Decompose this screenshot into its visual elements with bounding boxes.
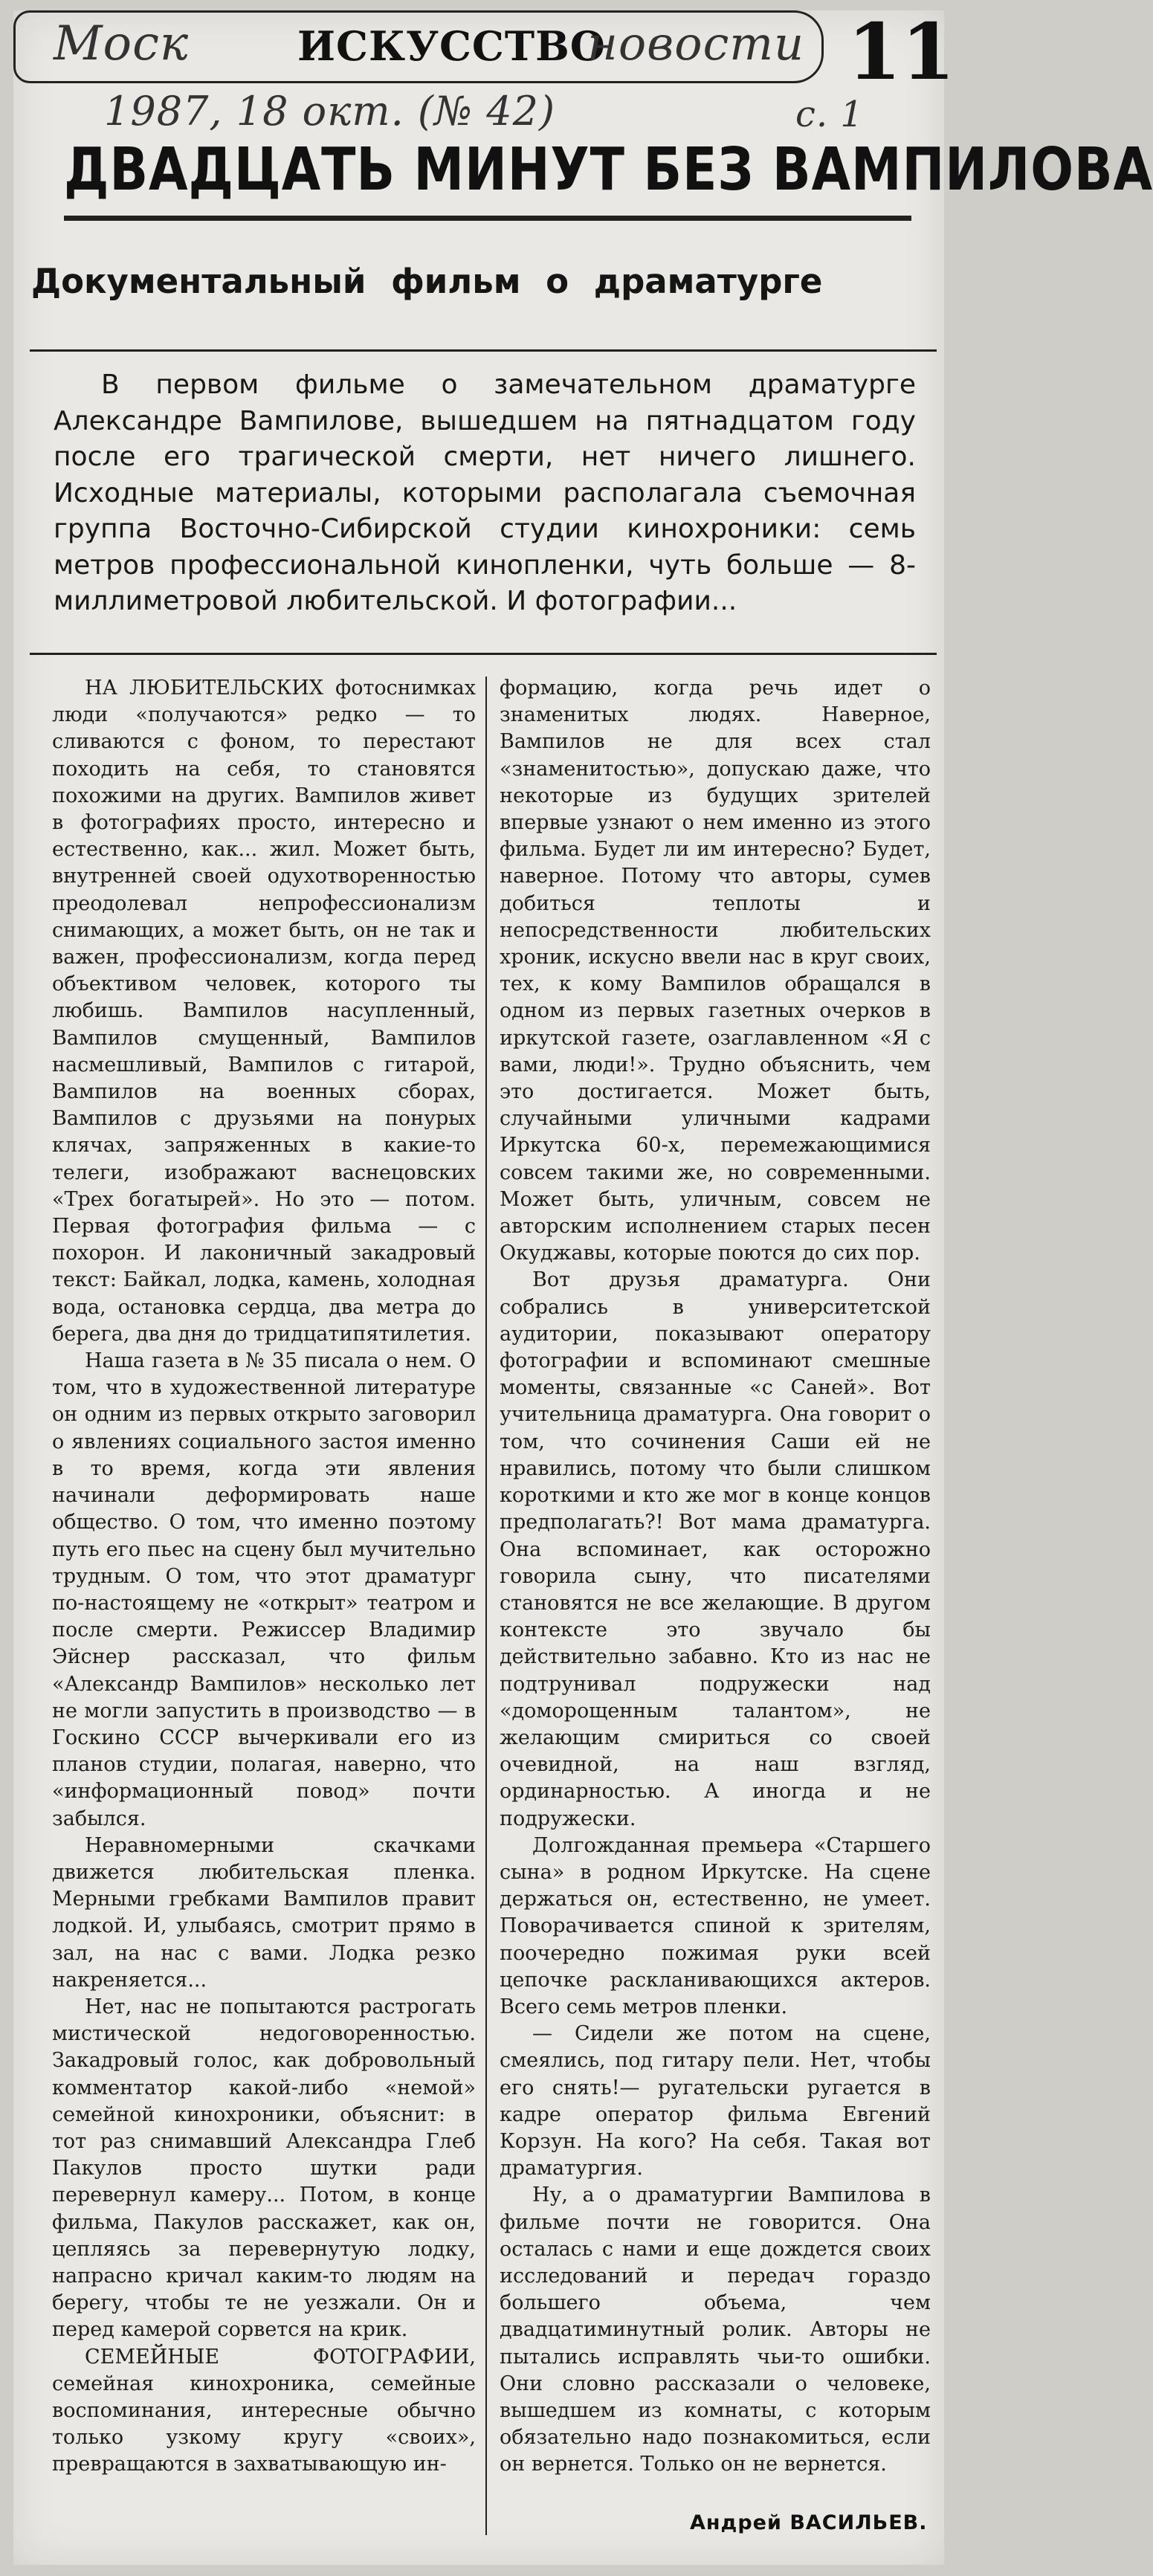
paragraph: формацию, когда речь идет о знаменитых людях. Наверное, Вампилов не для всех стал «знаменитостью», допускаю даже, что некоторые из будущих зрителей впервые узнают о нем именно из этого фильма. Будет ли им интересно? Будет, наверное. Потому что авторы, сумев добиться теплоты и непосредственности любительских хроник, искусно ввели нас в круг своих, тех, к кому Вампилов обращался в одном из первых газетных очерков в иркутской газете, озаглавленном «Я с вами, люди!». Трудно объяснить, чем это достигается. Может быть, случайными уличными кадрами Иркутска 60-х, перемежающимися совсем такими же, но современными. Может быть, уличным, совсем не авторским исполнением старых песен Окуджавы, которые поются до сих пор. (500, 677, 931, 1265)
handwritten-news-note: новости (587, 16, 805, 71)
headline-rule (64, 216, 911, 221)
paragraph: СЕМЕЙНЫЕ ФОТОГРАФИИ, семейная кинохроника, семейные воспоминания, интересные обычно только узкому кругу «своих», превращаются в захватывающую ин- (52, 2345, 476, 2476)
article-author: Андрей ВАСИЛЬЕВ. (690, 2511, 928, 2534)
paragraph: НА ЛЮБИТЕЛЬСКИХ фотоснимках люди «получаются» редко — то сливаются с фоном, то перестают походить на себя, то становятся похожими на других. Вампилов живет в фотографиях просто, интересно и естественно, как... жил. Может быть, внутренней своей одухотворенностью преодолевал непрофессионализм снимающих, а может быть, он не так и важен, профессионализм, когда перед объективом человек, которого ты любишь. Вампилов насупленный, Вампилов смущенный, Вампилов насмешливый, Вампилов с гитарой, Вампилов на военных сборах, Вампилов с друзьями на понурых клячах, запряженных в какие-то телеги, изображают васнецовских «Трех богатырей». Но это — потом. Первая фотография фильма — с похорон. И лаконичный закадровый текст: Байкал, лодка, камень, холодная вода, остановка сердца, два метра до берега, два дня до тридцатипятилетия. (52, 677, 476, 1346)
article-column-2 (500, 675, 931, 2479)
paragraph: Нет, нас не попытаются растрогать мистической недоговоренностью. Закадровый голос, как добровольный комментатор какой-либо «немой» семейной кинохроники, объяснит: в тот раз снимавший Александра Глеб Пакулов просто шутки ради перевернул камеру... Потом, в конце фильма, Пакулов расскажет, как он, цепляясь за перевернутую лодку, напрасно кричал каким-то людям на берегу, чтобы те не уезжали. Он и перед камерой сорвется на крик. (52, 1995, 476, 2342)
paragraph: Неравномерными скачками движется любительская пленка. Мерными гребками Вампилов правит лодкой. И, улыбаясь, смотрит прямо в зал, на нас с вами. Лодка резко накреняется... (52, 1833, 476, 1992)
article-subheadline: Документальный фильм о драматурге (31, 262, 823, 301)
article-lead: В первом фильме о замечательном драматурге Александре Вампилове, вышедшем на пятнадцатом году после его трагической смерти, нет ничего лишнего. Исходные материалы, которыми располагала съемочная группа Восточно-Сибирской студии кинохроники: семь метров профессиональной кинопленки, чуть больше — 8-миллиметровой любительской. И фотографии... (54, 369, 916, 616)
column-divider (485, 677, 487, 2535)
handwritten-page-note: с. 1 (795, 94, 864, 135)
page-number: 11 (847, 6, 955, 97)
article-column-1 (52, 675, 476, 2479)
handwritten-date-note: 1987, 18 окт. (№ 42) (104, 88, 556, 135)
paragraph: Ну, а о драматургии Вампилова в фильме почти не говорится. Она осталась с нами и еще дождется своих исследований и передач гораздо большего объема, чем двадцатиминутный ролик. Авторы не пытались исправлять чьи-то ошибки. Они словно рассказали о человеке, вышедшем из комнаты, с которым обязательно надо познакомиться, если он вернется. Только он не вернется. (500, 2183, 931, 2476)
rubric-title: ИСКУССТВО (297, 22, 606, 70)
paragraph: Долгожданная премьера «Старшего сына» в родном Иркутске. На сцене держаться он, естественно, не умеет. Поворачивается спиной к зрителям, поочередно пожимая руки всей цепочке раскланивающихся актеров. Всего семь метров пленки. (500, 1833, 931, 2018)
subheadline-rule (30, 349, 937, 352)
paragraph: Вот друзья драматурга. Они собрались в университетской аудитории, показывают оператору фотографии и вспоминают смешные моменты, связанные «с Саней». Вот учительница драматурга. Она говорит о том, что сочинения Саши ей не нравились, потому что были слишком короткими и кто же мог в конце концов предполагать?! Вот мама драматурга. Она вспоминает, как осторожно говорила сыну, что писателями становятся не все желающие. В другом контексте это звучало бы действительно забавно. Кто из нас не подтрунивал подружески над «доморощенным талантом», не желающим смириться со своей очевидной, на наш взгляд, ординарностью. А иногда и не подружески. (500, 1268, 931, 1830)
paragraph: Наша газета в № 35 писала о нем. О том, что в художественной литературе он одним из первых открыто заговорил о явлениях социального застоя именно в то время, когда эти явления начинали деформировать наше общество. О том, что именно поэтому путь его пьес на сцену был мучительно трудным. О том, что этот драматург по-настоящему не «открыт» театром и после смерти. Режиссер Владимир Эйснер рассказал, что фильм «Александр Вампилов» несколько лет не могли запустить в производство — в Госкино СССР вычеркивали его из планов студии, полагая, наверно, что «информационный повод» почти забылся. (52, 1349, 476, 1830)
handwritten-city-note: Моск (54, 16, 190, 71)
article-headline: ДВАДЦАТЬ МИНУТ БЕЗ ВАМПИЛОВА (64, 135, 1153, 204)
lead-rule (30, 653, 937, 655)
paragraph: — Сидели же потом на сцене, смеялись, под гитару пели. Нет, чтобы его снять!— ругательски ругается в кадре оператор фильма Евгений Корзун. На кого? На себя. Такая вот драматургия. (500, 2022, 931, 2180)
